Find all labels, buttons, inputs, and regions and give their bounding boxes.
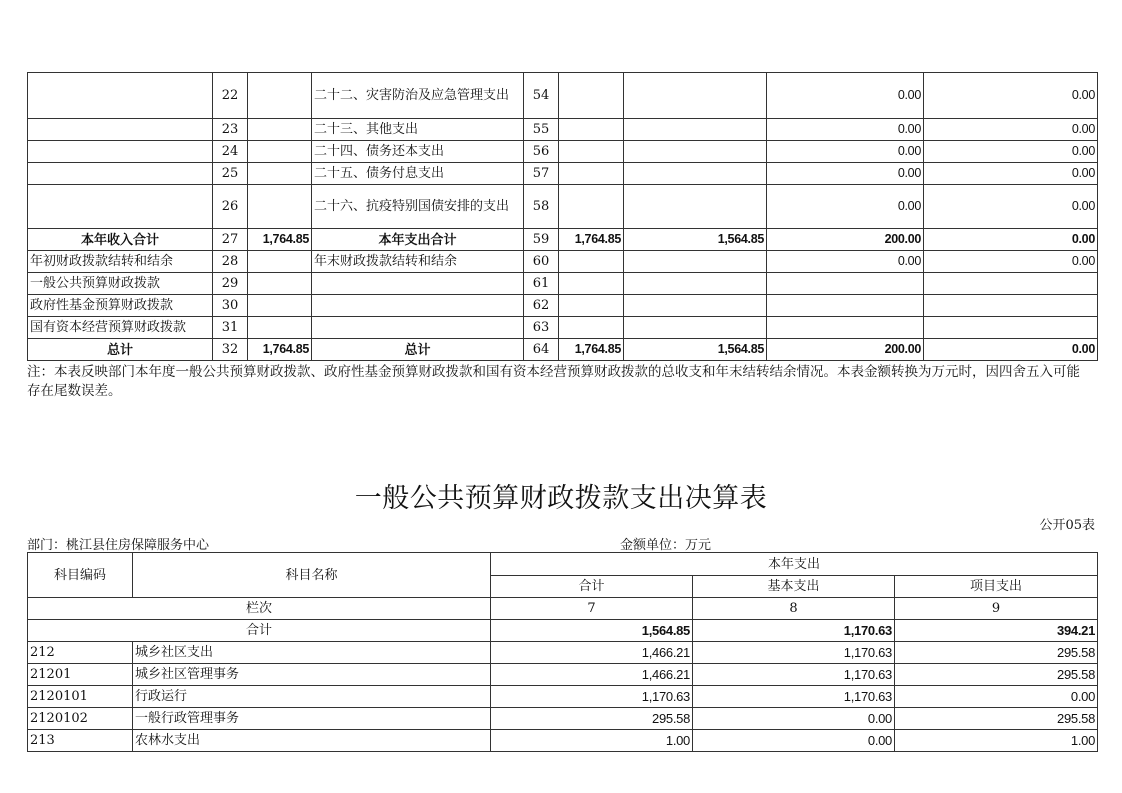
amount-general: 1,564.85 — [624, 339, 767, 361]
sum-total: 1,564.85 — [491, 620, 693, 642]
amount-basic: 1,170.63 — [693, 664, 895, 686]
right-line-no: 56 — [524, 141, 559, 163]
amount-capital: 0.00 — [924, 185, 1098, 229]
amount-capital: 0.00 — [924, 251, 1098, 273]
amount-fund: 0.00 — [767, 141, 924, 163]
header-project: 项目支出 — [895, 576, 1098, 598]
amount-total — [559, 141, 624, 163]
left-line-no: 31 — [213, 317, 248, 339]
left-line-no: 30 — [213, 295, 248, 317]
header-row — [28, 553, 1098, 576]
right-label: 总计 — [312, 339, 524, 361]
subject-code: 2120101 — [28, 686, 133, 708]
amount-general — [624, 273, 767, 295]
amount-total: 1,466.21 — [491, 664, 693, 686]
income-total-row — [28, 229, 1098, 251]
amount-fund — [767, 295, 924, 317]
right-label — [312, 273, 524, 295]
table-row — [28, 686, 1098, 708]
department-label: 部门：桃江县住房保障服务中心 — [27, 538, 210, 553]
amount-total: 1.00 — [491, 730, 693, 752]
left-amount — [248, 185, 312, 229]
right-line-no: 63 — [524, 317, 559, 339]
left-amount — [248, 141, 312, 163]
amount-fund: 0.00 — [767, 73, 924, 119]
left-amount — [248, 295, 312, 317]
left-amount — [248, 73, 312, 119]
amount-total — [559, 185, 624, 229]
amount-general — [624, 317, 767, 339]
right-label: 二十五、债务付息支出 — [312, 163, 524, 185]
left-amount — [248, 273, 312, 295]
table-row — [28, 642, 1098, 664]
unit-label: 金额单位：万元 — [620, 538, 712, 553]
right-line-no: 62 — [524, 295, 559, 317]
amount-fund: 0.00 — [767, 185, 924, 229]
amount-total — [559, 317, 624, 339]
amount-total — [559, 73, 624, 119]
right-label: 年末财政拨款结转和结余 — [312, 251, 524, 273]
amount-general: 1,564.85 — [624, 229, 767, 251]
amount-fund — [767, 273, 924, 295]
right-label — [312, 295, 524, 317]
amount-total: 1,170.63 — [491, 686, 693, 708]
table-row — [28, 185, 1098, 229]
left-label: 总计 — [28, 339, 213, 361]
amount-basic: 1,170.63 — [693, 642, 895, 664]
sum-basic: 1,170.63 — [693, 620, 895, 642]
table-row — [28, 251, 1098, 273]
right-line-no: 54 — [524, 73, 559, 119]
amount-capital — [924, 295, 1098, 317]
left-label — [28, 73, 213, 119]
subject-name: 农林水支出 — [133, 730, 491, 752]
right-line-no: 57 — [524, 163, 559, 185]
left-line-no: 28 — [213, 251, 248, 273]
right-label: 二十二、灾害防治及应急管理支出 — [312, 73, 524, 119]
subject-name: 城乡社区管理事务 — [133, 664, 491, 686]
amount-general — [624, 163, 767, 185]
sum-label: 合计 — [28, 620, 491, 642]
table-row — [28, 664, 1098, 686]
amount-total — [559, 273, 624, 295]
amount-total — [559, 119, 624, 141]
table-row — [28, 730, 1098, 752]
subject-code: 2120102 — [28, 708, 133, 730]
left-line-no: 32 — [213, 339, 248, 361]
form-code: 公开05表 — [1039, 518, 1095, 533]
amount-project: 1.00 — [895, 730, 1098, 752]
sum-project: 394.21 — [895, 620, 1098, 642]
right-label: 二十四、债务还本支出 — [312, 141, 524, 163]
amount-general — [624, 251, 767, 273]
right-line-no: 58 — [524, 185, 559, 229]
amount-general — [624, 73, 767, 119]
left-label: 年初财政拨款结转和结余 — [28, 251, 213, 273]
amount-project: 0.00 — [895, 686, 1098, 708]
subject-name: 一般行政管理事务 — [133, 708, 491, 730]
right-label — [312, 317, 524, 339]
amount-basic: 0.00 — [693, 708, 895, 730]
amount-basic: 0.00 — [693, 730, 895, 752]
amount-capital: 0.00 — [924, 73, 1098, 119]
column-no-9: 9 — [895, 598, 1098, 620]
right-line-no: 61 — [524, 273, 559, 295]
header-code: 科目编码 — [28, 553, 133, 598]
column-no-label: 栏次 — [28, 598, 491, 620]
table-row — [28, 141, 1098, 163]
amount-total — [559, 163, 624, 185]
amount-general — [624, 295, 767, 317]
left-label: 一般公共预算财政拨款 — [28, 273, 213, 295]
left-amount — [248, 317, 312, 339]
left-amount: 1,764.85 — [248, 229, 312, 251]
table-row — [28, 708, 1098, 730]
left-label: 政府性基金预算财政拨款 — [28, 295, 213, 317]
header-name: 科目名称 — [133, 553, 491, 598]
table-row — [28, 273, 1098, 295]
amount-fund — [767, 317, 924, 339]
amount-general — [624, 119, 767, 141]
right-line-no: 64 — [524, 339, 559, 361]
sum-row — [28, 620, 1098, 642]
amount-project: 295.58 — [895, 708, 1098, 730]
amount-total — [559, 295, 624, 317]
left-label — [28, 185, 213, 229]
column-no-7: 7 — [491, 598, 693, 620]
left-label — [28, 119, 213, 141]
left-line-no: 24 — [213, 141, 248, 163]
page-title: 一般公共预算财政拨款支出决算表 — [354, 483, 768, 514]
left-amount — [248, 251, 312, 273]
amount-capital: 0.00 — [924, 229, 1098, 251]
left-line-no: 29 — [213, 273, 248, 295]
table-row — [28, 163, 1098, 185]
amount-capital: 0.00 — [924, 163, 1098, 185]
column-no-8: 8 — [693, 598, 895, 620]
subject-code: 212 — [28, 642, 133, 664]
amount-general — [624, 185, 767, 229]
right-label: 二十三、其他支出 — [312, 119, 524, 141]
amount-capital: 0.00 — [924, 119, 1098, 141]
left-line-no: 27 — [213, 229, 248, 251]
header-current-year: 本年支出 — [491, 553, 1098, 576]
left-amount: 1,764.85 — [248, 339, 312, 361]
amount-capital — [924, 273, 1098, 295]
header-total: 合计 — [491, 576, 693, 598]
amount-total — [559, 251, 624, 273]
right-label: 二十六、抗疫特别国债安排的支出 — [312, 185, 524, 229]
left-label: 国有资本经营预算财政拨款 — [28, 317, 213, 339]
grand-total-row — [28, 339, 1098, 361]
right-line-no: 59 — [524, 229, 559, 251]
left-label — [28, 163, 213, 185]
subject-name: 城乡社区支出 — [133, 642, 491, 664]
right-label: 本年支出合计 — [312, 229, 524, 251]
header-basic: 基本支出 — [693, 576, 895, 598]
table-row — [28, 295, 1098, 317]
amount-project: 295.58 — [895, 664, 1098, 686]
table-row — [28, 119, 1098, 141]
amount-fund: 200.00 — [767, 339, 924, 361]
amount-total: 1,764.85 — [559, 229, 624, 251]
table-row — [28, 317, 1098, 339]
expenditure-table — [27, 552, 1098, 752]
amount-capital: 0.00 — [924, 339, 1098, 361]
column-number-row — [28, 598, 1098, 620]
amount-capital — [924, 317, 1098, 339]
amount-project: 295.58 — [895, 642, 1098, 664]
table-row — [28, 73, 1098, 119]
amount-basic: 1,170.63 — [693, 686, 895, 708]
amount-total: 1,764.85 — [559, 339, 624, 361]
amount-capital: 0.00 — [924, 141, 1098, 163]
income-expense-table — [27, 72, 1098, 361]
amount-total: 295.58 — [491, 708, 693, 730]
left-line-no: 23 — [213, 119, 248, 141]
table-note: 注：本表反映部门本年度一般公共预算财政拨款、政府性基金预算财政拨款和国有资本经营预算财政拨款的总收支和年末结转结余情况。本表金额转换为万元时，因四舍五入可能存在尾数误差。 — [27, 364, 1080, 399]
amount-fund: 0.00 — [767, 163, 924, 185]
left-label — [28, 141, 213, 163]
subject-name: 行政运行 — [133, 686, 491, 708]
amount-general — [624, 141, 767, 163]
left-line-no: 26 — [213, 185, 248, 229]
left-line-no: 25 — [213, 163, 248, 185]
left-line-no: 22 — [213, 73, 248, 119]
amount-fund: 200.00 — [767, 229, 924, 251]
left-label: 本年收入合计 — [28, 229, 213, 251]
right-line-no: 55 — [524, 119, 559, 141]
amount-fund: 0.00 — [767, 119, 924, 141]
subject-code: 21201 — [28, 664, 133, 686]
right-line-no: 60 — [524, 251, 559, 273]
left-amount — [248, 119, 312, 141]
amount-fund: 0.00 — [767, 251, 924, 273]
subject-code: 213 — [28, 730, 133, 752]
left-amount — [248, 163, 312, 185]
amount-total: 1,466.21 — [491, 642, 693, 664]
